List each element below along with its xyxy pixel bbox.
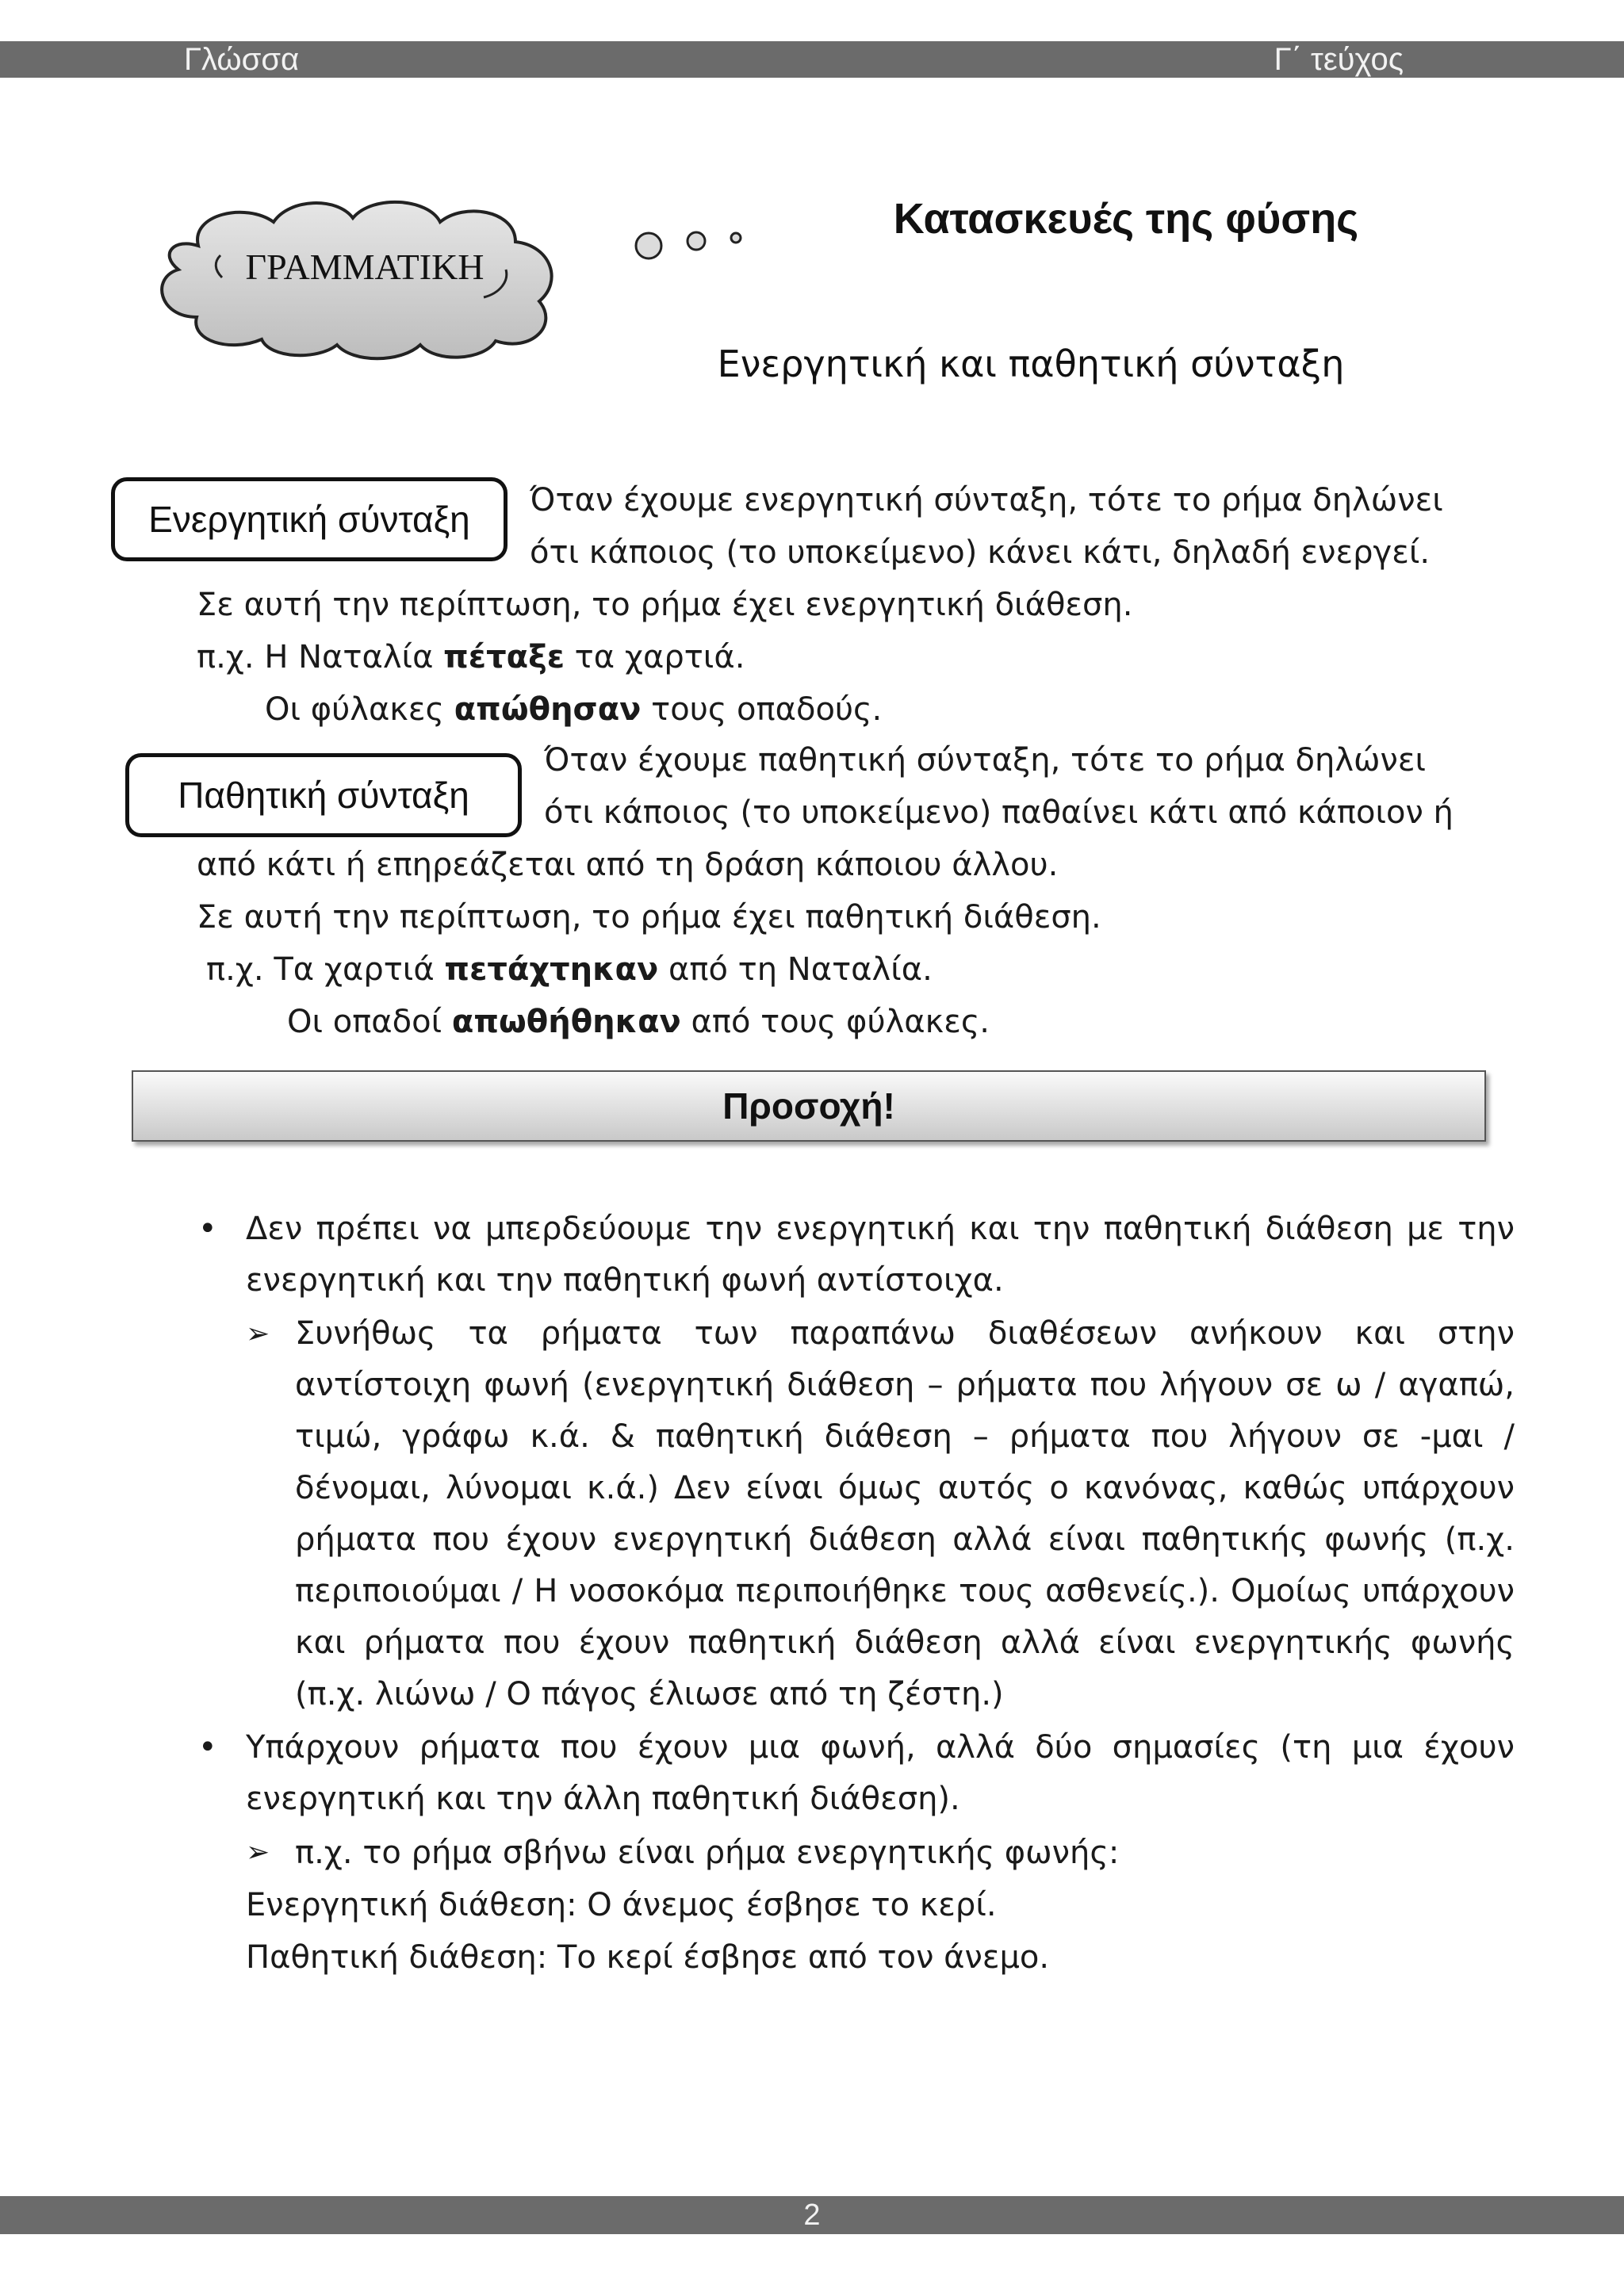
active-line-2: ότι κάποιος (το υποκείμενο) κάνει κάτι, δηλαδή ενεργεί. — [530, 534, 1431, 571]
active-syntax-box — [111, 477, 508, 561]
page-header — [0, 41, 1624, 78]
note-bullet-2: Υπάρχουν ρήματα που έχουν μια φωνή, αλλά δύο σημασίες (τη μια έχουν ενεργητική και την άλλη παθητική διάθεση). — [246, 1729, 1515, 1817]
passive-line-4: Σε αυτή την περίπτωση, το ρήμα έχει παθητική διάθεση. — [197, 899, 1101, 936]
passive-line-1: Όταν έχουμε παθητική σύνταξη, τότε το ρήμα δηλώνει — [544, 742, 1427, 779]
active-syntax-label: Ενεργητική σύνταξη — [148, 499, 470, 540]
example-active-voice: Ενεργητική διάθεση: Ο άνεμος έσβησε το κερί. — [246, 1887, 997, 1923]
active-line-3: Σε αυτή την περίπτωση, το ρήμα έχει ενεργητική διάθεση. — [197, 587, 1133, 623]
active-example-2: Οι φύλακες απώθησαν τους οπαδούς. — [265, 691, 883, 728]
passive-syntax-box — [125, 753, 522, 837]
arrow-bullet-icon: ➢ — [246, 1836, 270, 1869]
note-bullet-1: Δεν πρέπει να μπερδεύουμε την ενεργητική και την παθητική διάθεση με την ενεργητική και την παθητική φωνή αντίστοιχα. — [246, 1211, 1515, 1299]
example-passive-voice: Παθητική διάθεση: Το κερί έσβησε από τον άνεμο. — [246, 1939, 1050, 1976]
cloud-label: ΓΡΑΜΜΑΤΙΚΗ — [245, 247, 485, 287]
passive-example-2: Οι οπαδοί απωθήθηκαν από τους φύλακες. — [287, 1004, 990, 1040]
header-volume: Γ΄ τεύχος — [1274, 42, 1404, 77]
note-sub-1: Συνήθως τα ρήματα των παραπάνω διαθέσεων ανήκουν και στην αντίστοιχη φωνή (ενεργητική διάθεση – ρήματα που λήγουν σε ω / αγαπώ, τιμώ, γράφω κ.ά. & παθητική διάθεση – ρήματα που λήγουν σε -μαι / δένομαι, λύνομαι κ.ά.) Δεν είναι όμως αυτός ο κανόνας, καθώς υπάρχουν ρήματα που έχουν ενεργητική διάθεση αλλά είναι παθητικής φωνής (π.χ. περιποιούμαι / Η νοσοκόμα περιποιήθηκε τους ασθενείς.). Ομοίως υπάρχουν και ρήματα που έχουν παθητική διάθεση αλλά είναι ενεργητικής φωνής (π.χ. λιώνω / Ο πάγος έλιωσε από τη ζέστη.) — [295, 1315, 1515, 1712]
thought-bubbles-icon — [626, 222, 753, 270]
passive-line-3: από κάτι ή επηρεάζεται από τη δράση κάποιου άλλου. — [197, 847, 1059, 883]
page-footer — [0, 2196, 1624, 2234]
active-line-1: Όταν έχουμε ενεργητική σύνταξη, τότε το ρήμα δηλώνει — [530, 482, 1443, 519]
note-sub-2: π.χ. το ρήμα σβήνω είναι ρήμα ενεργητικής φωνής: — [295, 1835, 1120, 1871]
bullet-dot-icon: • — [198, 1729, 217, 1766]
passive-example-1: π.χ. Τα χαρτιά πετάχτηκαν από τη Ναταλία. — [206, 951, 933, 988]
page-title: Κατασκευές της φύσης — [893, 195, 1359, 243]
verb-bold: πέταξε — [443, 639, 565, 675]
attention-banner — [132, 1070, 1486, 1142]
header-subject: Γλώσσα — [184, 42, 300, 77]
verb-bold: απώθησαν — [454, 691, 642, 728]
attention-label: Προσοχή! — [722, 1085, 895, 1127]
page-number: 2 — [803, 2198, 821, 2232]
verb-bold: απωθήθηκαν — [451, 1004, 681, 1040]
bullet-dot-icon: • — [198, 1211, 217, 1247]
verb-bold: πετάχτηκαν — [444, 951, 659, 988]
arrow-bullet-icon: ➢ — [246, 1318, 270, 1350]
passive-line-2: ότι κάποιος (το υποκείμενο) παθαίνει κάτι από κάποιον ή — [544, 794, 1454, 831]
active-example-1: π.χ. Η Ναταλία πέταξε τα χαρτιά. — [197, 639, 745, 675]
passive-syntax-label: Παθητική σύνταξη — [178, 775, 469, 816]
grammar-cloud — [143, 190, 634, 365]
page-subtitle: Ενεργητική και παθητική σύνταξη — [717, 342, 1345, 385]
